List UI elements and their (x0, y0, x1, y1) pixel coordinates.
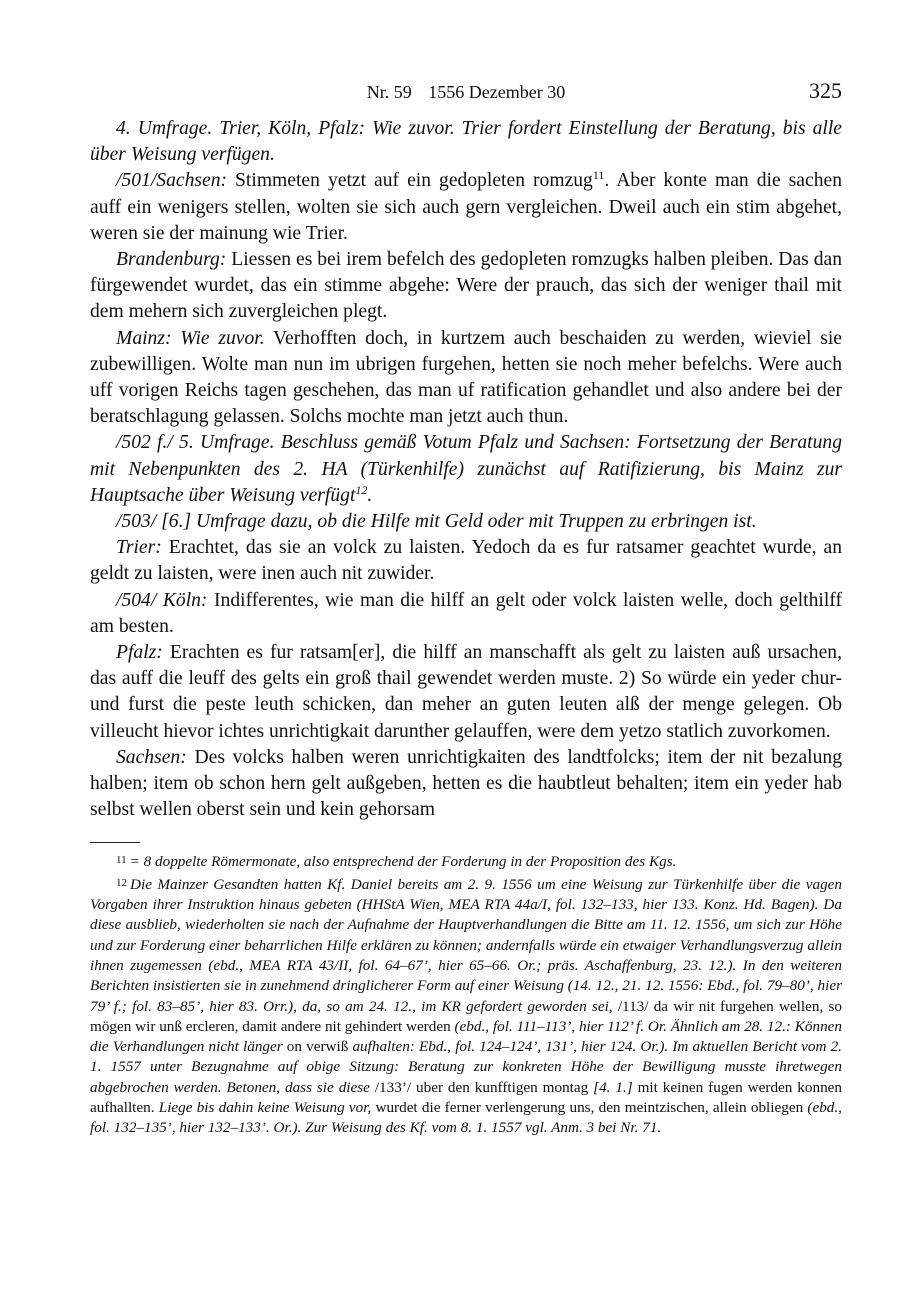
paragraph-trier (90, 535, 842, 587)
paragraph-sachsen-2 (90, 745, 842, 824)
footnote-quote: /113/ da wir nit furgehen wellen, so mögen wir unß ercleren, damit andere nit gehindert werden (90, 997, 842, 1035)
footnote-quote: wurdet die ferner verlengerung uns, den meintzischen, allein obliegen (371, 1099, 808, 1117)
document-date: 1556 Dezember 30 (428, 82, 566, 102)
page-reference: /501/ (116, 170, 157, 192)
footnote-divider (90, 842, 140, 843)
paragraph-mainz (90, 326, 842, 431)
footnote-marker: 12 (355, 482, 368, 497)
paragraph-text: 4. Umfrage. Trier, Köln, Pfalz: Wie zuvor. Trier fordert Einstellung der Beratung, bis alle über Weisung verfügen. (90, 118, 842, 166)
main-text (90, 116, 842, 823)
paragraph-text: Verhofften doch, in kurtzem auch beschaiden zu werden, wieviel sie zubewilligen. Wolte man nun im ubrigen furgehen, hetten sie noch meher befelchs. Were auch uff vorigen Reichs tagen geschehen, das man uf ratification gehandlet und also andere bei der beratschlagung gelassen. Solchs mochte man jetzt auch thun. (90, 327, 842, 428)
footnote-quote: mit keinen fugen werden konnen aufhallten. (90, 1078, 842, 1117)
paragraph-text: Liessen es bei irem befelch des gedopleten romzugks halben pleiben. Das dan fürgewendet wurdet, das ein stimme abgehe: Were der prauch, das sich der weniger thail mit dem mehern sich zuvergleichen plegt. (90, 249, 842, 323)
speaker-label: Köln: (162, 589, 208, 611)
footnote-text: Die Mainzer Gesandten hatten Kf. Daniel bereits am 2. 9. 1556 um eine Weisung zur Türkenhilfe über die vagen Vorgaben ihrer Instruktion hinaus gebeten (HHStA Wien, MEA RTA 44a/I, fol. 132–133, hier 133. Konz. Hd. Bagen). Da diese ausblieb, wiederholten sie nach der Aufnahme der Hauptverhandlungen die Bitte am 11. 12. 1556, um sich zur Höhe und zur Forderung einer beharrlichen Hilfe erklären zu können; andernfalls würde ein etwaiger Verhandlungsverzug allein ihnen zugemessen (ebd., MEA RTA 43/II, fol. 64–67’, hier 65–66. Or.; präs. Aschaffenburg, 23. 12.). In den weiteren Berichten insistierten sie in zunehmend dringlicherer Form auf einer Weisung (14. 12., 21. 12. 1556: Ebd., fol. 79–80’, hier 79’ f.; fol. 83–85’, hier 83. Orr.), da, so am 24. 12., im KR gefordert geworden sei, (90, 875, 842, 1015)
speaker-label: Sachsen: (156, 170, 228, 192)
paragraph-text: Stimmeten yetzt auf ein gedopleten romzug (227, 170, 593, 192)
paragraph-text: Erachten es fur ratsam[er], die hilff an manschafft als gelt zu laisten auß ursachen, das auff die leuff des gelts ein groß thail gewendet werden muste. 2) So würde ein yeder chur- und furst die peste leuth schicken, dan meher an guten leuten alß der menge gelegen. Ob villeucht hievor ichtes unrichtigkait darunther gelauffen, were dem yetzo statlich zuvorkomen. (90, 642, 842, 742)
paragraph-sachsen (90, 168, 842, 247)
paragraph-text: Indifferentes, wie man die hilff an gelt oder volck laisten welle, doch gelthilff am besten. (90, 589, 842, 637)
speaker-label: Brandenburg: (116, 249, 227, 271)
footnote-11 (90, 850, 842, 872)
paragraph-umfrage-4 (90, 116, 842, 168)
footnote-text: (ebd., fol. 132–135’, hier 132–133’. Or.). Zur Weisung des Kf. vom 8. 1. 1557 vgl. Anm. 3 bei Nr. 71. (90, 1099, 842, 1137)
speaker-label: Trier: (116, 537, 162, 559)
paragraph-text-cont: . (367, 484, 373, 506)
footnote-marker: 11 (592, 168, 605, 183)
footnote-12 (90, 873, 842, 1139)
document-number: Nr. 59 (366, 82, 412, 102)
paragraph-koeln (90, 588, 842, 640)
paragraph-umfrage-5 (90, 430, 842, 509)
paragraph-text: /502 f./ 5. Umfrage. Beschluss gemäß Votum Pfalz und Sachsen: Fortsetzung der Beratung mit Nebenpunkten des 2. HA (Türkenhilfe) zunächst auf Ratifizierung, bis Mainz zur Hauptsache über Weisung verfügt (90, 432, 842, 506)
footnotes (90, 850, 842, 1138)
paragraph-text: Des volcks halben weren unrichtigkaiten des landtfolcks; item der nit bezalung halben; item ob schon hern gelt außgeben, hetten es die haubtleut behalten; item ein yeder hab selbst wellen oberst sein und kein gehorsam (90, 746, 842, 821)
footnote-number: 12 (116, 876, 127, 889)
paragraph-text-cont: . Aber konte man die sachen auff ein wenigers stellen, wolten sie sich auch gern vergleichen. Dweil auch ein stim abgehet, weren sie der mainung wie Trier. (90, 170, 842, 244)
footnote-text: aufhalten: Ebd., fol. 124–124’, 131’, hier 124. Or.). Im aktuellen Bericht vom 2. 1. 1557 unter Bezugnahme auf obige Sitzung: Beratung zur konkreten Höhe der Bewilligung musste ihretwegen abgebrochen werden. Betonen, dass sie diese (90, 1038, 842, 1096)
footnote-text: [4. 1.] (593, 1078, 633, 1096)
paragraph-text: /503/ [6.] Umfrage dazu, ob die Hilfe mit Geld oder mit Truppen zu erbringen ist. (116, 511, 757, 533)
page-number: 325 (809, 78, 842, 103)
running-header (90, 78, 842, 108)
running-title (90, 82, 842, 103)
footnote-number: 11 (116, 854, 127, 867)
speaker-label: Pfalz: (116, 642, 163, 664)
page-reference: /504/ (116, 589, 157, 611)
speaker-label: Mainz: Wie zuvor. (116, 327, 265, 349)
speaker-label: Sachsen: (116, 746, 187, 768)
footnote-quote: /133’/ uber den kunfftigen montag (369, 1078, 594, 1096)
footnote-text: = 8 doppelte Römermonate, also entsprechend der Forderung in der Proposition des Kgs. (129, 853, 677, 871)
paragraph-pfalz (90, 640, 842, 745)
footnote-quote: on verwiß (282, 1038, 353, 1056)
paragraph-brandenburg (90, 247, 842, 326)
paragraph-text: Erachtet, das sie an volck zu laisten. Yedoch da es fur ratsamer geachtet wurde, an geldt zu laisten, were inen auch nit zuwider. (90, 537, 842, 585)
page (90, 78, 842, 1139)
footnote-text: (ebd., fol. 111–113’, hier 112’ f. Or. Ähnlich am 28. 12.: Können die Verhandlungen nicht länger (90, 1017, 843, 1056)
paragraph-umfrage-6 (90, 509, 842, 535)
footnote-text: Liege bis dahin keine Weisung vor, (158, 1099, 372, 1117)
